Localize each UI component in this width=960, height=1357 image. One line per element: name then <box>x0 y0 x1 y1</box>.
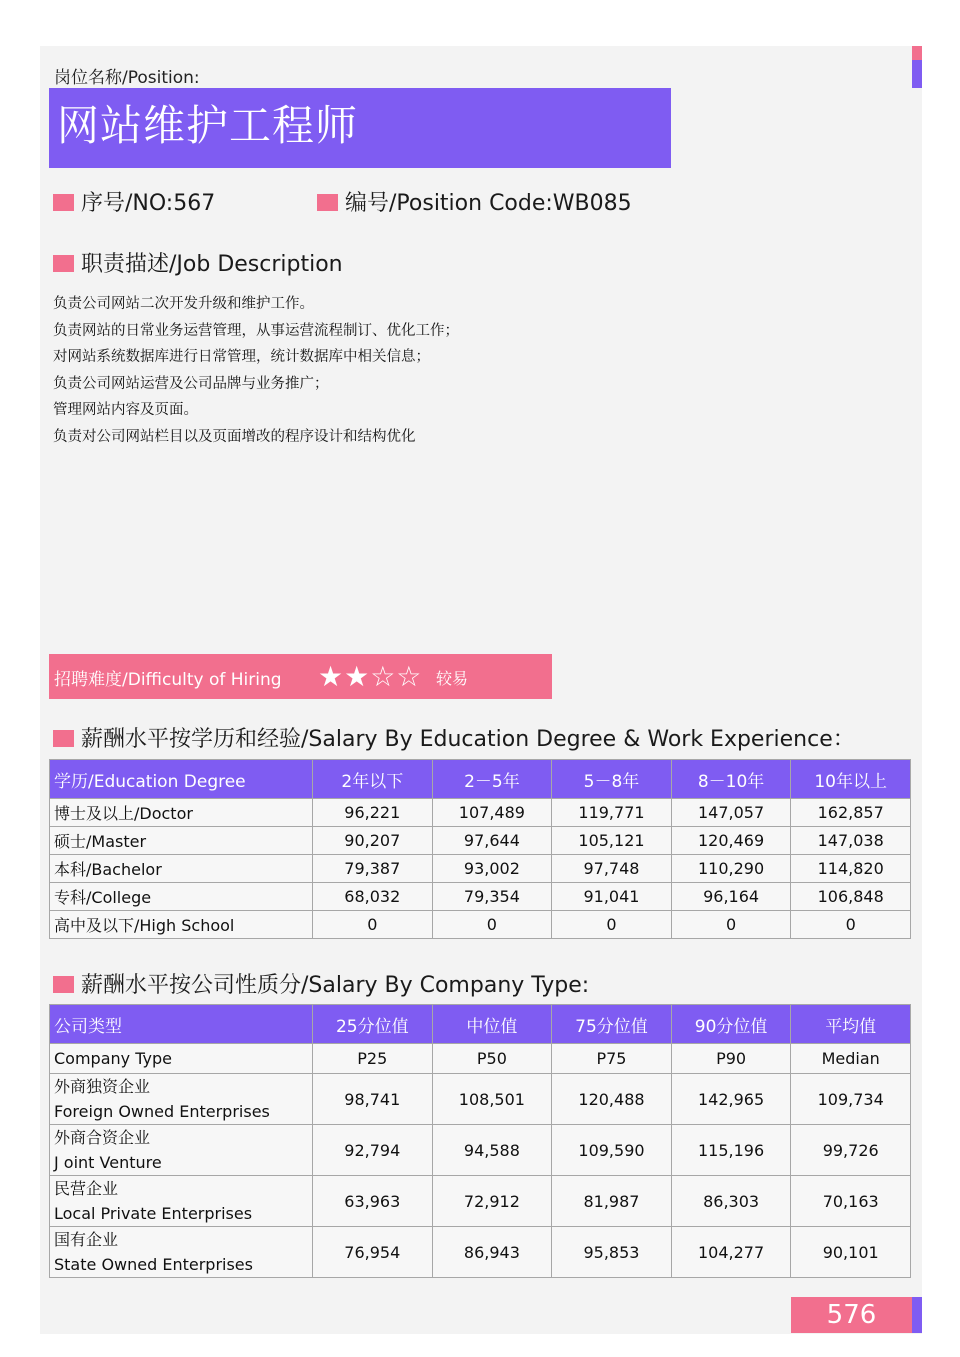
table-cell: 高中及以下/High School <box>50 911 313 939</box>
table-header-cell: 平均值 <box>791 1005 911 1044</box>
table-cell: 147,038 <box>791 827 911 855</box>
bullet-square-icon <box>53 730 74 747</box>
star-rating-icon: ★★☆☆ <box>318 660 423 693</box>
corner-accent-purple <box>912 60 922 88</box>
table-row <box>50 1227 911 1278</box>
table-cell: 99,726 <box>791 1125 911 1176</box>
company-type-en: J oint Venture <box>54 1153 162 1172</box>
table-cell: 98,741 <box>313 1074 433 1125</box>
position-code <box>317 186 632 217</box>
table-row <box>50 883 911 911</box>
table-cell: 86,943 <box>432 1227 552 1278</box>
table-subheader-row <box>50 1044 911 1074</box>
table-header-cell: 75分位值 <box>552 1005 672 1044</box>
table-cell: 114,820 <box>791 855 911 883</box>
table-cell: 68,032 <box>313 883 433 911</box>
table-cell: Company Type <box>50 1044 313 1074</box>
table-header-row <box>50 760 911 799</box>
table-row <box>50 1074 911 1125</box>
table-cell: P75 <box>552 1044 672 1074</box>
company-type-en: Foreign Owned Enterprises <box>54 1102 270 1121</box>
table-cell: 92,794 <box>313 1125 433 1176</box>
table-cell: 95,853 <box>552 1227 672 1278</box>
table-cell: 96,221 <box>313 799 433 827</box>
table-cell: 专科/College <box>50 883 313 911</box>
table-cell: 109,590 <box>552 1125 672 1176</box>
table-cell: 119,771 <box>552 799 672 827</box>
page-number-accent <box>912 1297 922 1333</box>
company-type-cn: 民营企业 <box>54 1179 119 1198</box>
table-cell: P50 <box>432 1044 552 1074</box>
table-header-cell: 公司类型 <box>50 1005 313 1044</box>
table-cell: 120,488 <box>552 1074 672 1125</box>
page-number: 576 <box>826 1300 877 1330</box>
table-cell: 91,041 <box>552 883 672 911</box>
table-cell: 0 <box>671 911 791 939</box>
company-type-cell <box>50 1125 313 1176</box>
company-salary-heading <box>53 968 589 999</box>
position-title: 网站维护工程师 <box>57 101 359 150</box>
bullet-square-icon <box>317 194 338 211</box>
education-salary-heading-text: 薪酬水平按学历和经验/Salary By Education Degree & Work Experience： <box>81 727 855 752</box>
table-row <box>50 799 911 827</box>
table-cell: 79,387 <box>313 855 433 883</box>
company-type-en: Local Private Enterprises <box>54 1204 253 1223</box>
table-cell: 0 <box>791 911 911 939</box>
table-cell: 72,912 <box>432 1176 552 1227</box>
table-cell: 硕士/Master <box>50 827 313 855</box>
position-code-text: 编号/Position Code:WB085 <box>345 191 632 216</box>
table-cell: 81,987 <box>552 1176 672 1227</box>
table-cell: Median <box>791 1044 911 1074</box>
job-description <box>53 291 459 450</box>
table-cell: 109,734 <box>791 1074 911 1125</box>
table-cell: P90 <box>671 1044 791 1074</box>
job-line: 对网站系统数据库进行日常管理，统计数据库中相关信息； <box>53 349 430 365</box>
table-cell: 博士及以上/Doctor <box>50 799 313 827</box>
table-cell: 162,857 <box>791 799 911 827</box>
company-type-cell <box>50 1227 313 1278</box>
table-cell: 110,290 <box>671 855 791 883</box>
table-cell: 76,954 <box>313 1227 433 1278</box>
job-line: 负责公司网站二次开发升级和维护工作。 <box>53 296 314 312</box>
table-header-cell: 25分位值 <box>313 1005 433 1044</box>
table-cell: 96,164 <box>671 883 791 911</box>
table-cell: 97,748 <box>552 855 672 883</box>
table-row <box>50 911 911 939</box>
job-description-heading <box>53 247 343 278</box>
position-number <box>53 186 215 217</box>
table-cell: 142,965 <box>671 1074 791 1125</box>
difficulty-level: 较易 <box>436 669 469 688</box>
company-type-cell <box>50 1074 313 1125</box>
table-cell: 120,469 <box>671 827 791 855</box>
table-row <box>50 1176 911 1227</box>
job-line: 负责公司网站运营及公司品牌与业务推广； <box>53 375 329 392</box>
table-cell: 97,644 <box>432 827 552 855</box>
education-salary-table <box>49 759 911 939</box>
difficulty-label: 招聘难度/Difficulty of Hiring <box>54 670 282 690</box>
position-number-text: 序号/NO:567 <box>81 191 216 216</box>
table-header-cell: 10年以上 <box>791 760 911 799</box>
job-line: 负责对公司网站栏目以及页面增改的程序设计和结构优化 <box>53 428 416 445</box>
company-type-cn: 外商独资企业 <box>54 1077 151 1096</box>
company-salary-heading-text: 薪酬水平按公司性质分/Salary By Company Type: <box>81 973 590 998</box>
table-cell: 108,501 <box>432 1074 552 1125</box>
table-header-cell: 2年以下 <box>313 760 433 799</box>
table-cell: 63,963 <box>313 1176 433 1227</box>
table-cell: 86,303 <box>671 1176 791 1227</box>
table-header-cell: 90分位值 <box>671 1005 791 1044</box>
table-cell: 94,588 <box>432 1125 552 1176</box>
position-label: 岗位名称/Position: <box>54 68 200 88</box>
table-cell: 0 <box>432 911 552 939</box>
bullet-square-icon <box>53 976 74 993</box>
table-row <box>50 1125 911 1176</box>
company-type-cn: 国有企业 <box>54 1230 119 1249</box>
job-line: 负责网站的日常业务运营管理，从事运营流程制订、优化工作； <box>53 322 459 339</box>
company-type-cn: 外商合资企业 <box>54 1128 151 1147</box>
company-type-cell <box>50 1176 313 1227</box>
table-cell: 147,057 <box>671 799 791 827</box>
table-cell: 0 <box>552 911 672 939</box>
table-row <box>50 827 911 855</box>
table-cell: 90,207 <box>313 827 433 855</box>
corner-accent-pink <box>912 46 922 60</box>
table-cell: 107,489 <box>432 799 552 827</box>
table-cell: 115,196 <box>671 1125 791 1176</box>
table-cell: 105,121 <box>552 827 672 855</box>
job-description-heading-text: 职责描述/Job Description <box>81 252 343 277</box>
table-row <box>50 855 911 883</box>
table-cell: 本科/Bachelor <box>50 855 313 883</box>
bullet-square-icon <box>53 255 74 272</box>
table-header-cell: 2－5年 <box>432 760 552 799</box>
table-header-row <box>50 1005 911 1044</box>
table-cell: 106,848 <box>791 883 911 911</box>
table-cell: P25 <box>313 1044 433 1074</box>
education-salary-heading <box>53 722 855 753</box>
table-cell: 0 <box>313 911 433 939</box>
table-cell: 93,002 <box>432 855 552 883</box>
company-salary-table <box>49 1004 911 1278</box>
table-header-cell: 5－8年 <box>552 760 672 799</box>
table-cell: 104,277 <box>671 1227 791 1278</box>
bullet-square-icon <box>53 194 74 211</box>
table-cell: 79,354 <box>432 883 552 911</box>
job-line: 管理网站内容及页面。 <box>53 402 198 418</box>
company-type-en: State Owned Enterprises <box>54 1255 253 1274</box>
table-header-cell: 8－10年 <box>671 760 791 799</box>
table-cell: 70,163 <box>791 1176 911 1227</box>
table-cell: 90,101 <box>791 1227 911 1278</box>
table-header-cell: 学历/Education Degree <box>50 760 313 799</box>
table-header-cell: 中位值 <box>432 1005 552 1044</box>
